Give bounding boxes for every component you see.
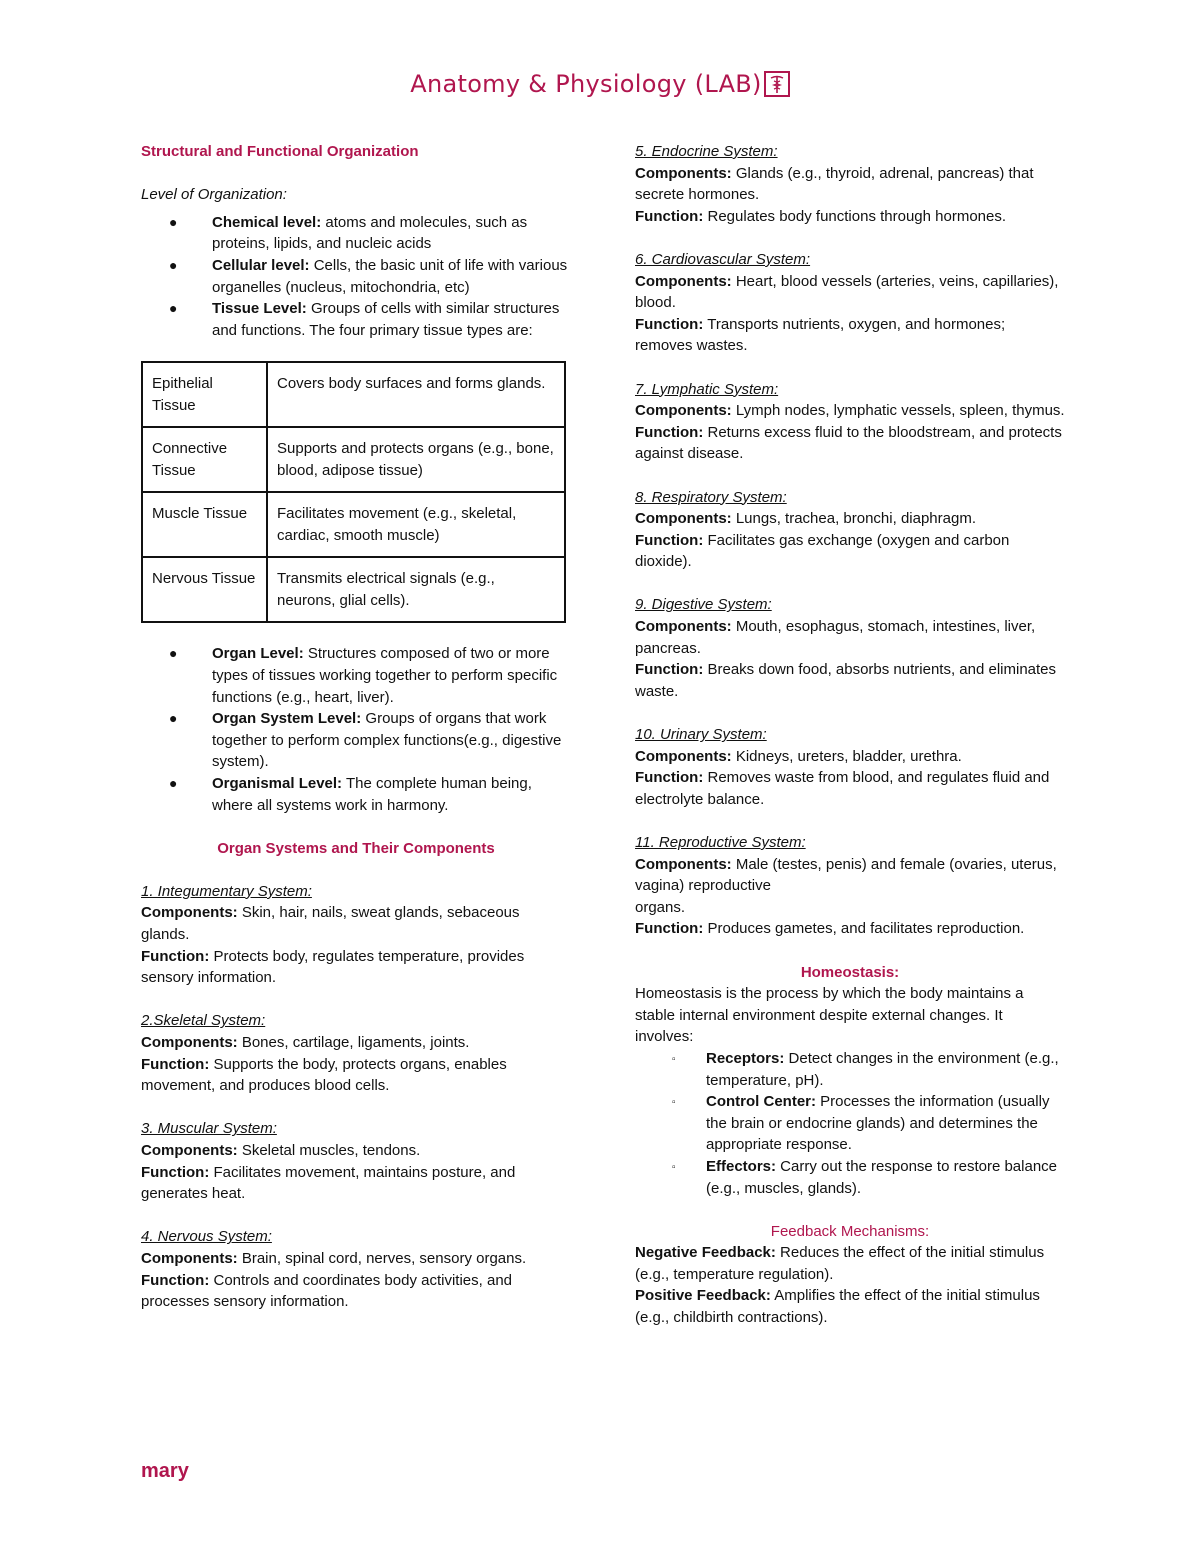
item-label: Effectors: (706, 1157, 777, 1175)
list-item (141, 298, 571, 341)
item-text: atoms and molecules, such as proteins, lipids, and nucleic acids (212, 213, 528, 253)
bullet-icon: ● (169, 645, 178, 662)
list-item (141, 708, 571, 773)
components-text: Mouth, esophagus, stomach, intestines, liver, pancreas. (635, 618, 1036, 657)
right-column (635, 141, 1065, 1329)
item-text: Structures composed of two or more types of tissues working together to perform specific functions (e.g., heart, liver). (212, 645, 558, 706)
function-label: Function: (141, 947, 210, 965)
system-components (635, 746, 1065, 768)
system-components (635, 271, 1065, 314)
table-row (142, 427, 565, 492)
homeostasis-title: Homeostasis: (800, 963, 900, 981)
levels-heading: Level of Organization: (141, 186, 287, 204)
system-components (635, 508, 1065, 530)
feedback-title: Feedback Mechanisms: (770, 1222, 930, 1240)
item-text: Cells, the basic unit of life with various organelles (nucleus, mitochondria, etc) (212, 256, 568, 296)
system-block (141, 1226, 571, 1312)
system-heading: 10. Urinary System: (635, 726, 767, 744)
components-text: Skin, hair, nails, sweat glands, sebaceous glands. (141, 904, 520, 944)
system-function (635, 918, 1065, 940)
item-label: Organismal Level: (212, 774, 343, 792)
system-components (141, 1140, 571, 1162)
system-function (141, 1162, 571, 1205)
components-label: Components: (635, 272, 732, 290)
tissue-name: Nervous Tissue (142, 557, 267, 622)
list-item (635, 1156, 1065, 1199)
square-bullet-icon: ▫ (672, 1161, 676, 1173)
author-signature: mary (141, 1460, 189, 1482)
function-text: Removes waste from blood, and regulates fluid and electrolyte balance. (635, 769, 1050, 808)
system-components (635, 616, 1065, 659)
function-text: Supports the body, protects organs, enables movement, and produces blood cells. (141, 1055, 507, 1095)
function-text: Regulates body functions through hormones. (703, 207, 1007, 225)
item-text: Groups of organs that work together to perform complex functions(e.g., digestive system). (212, 710, 562, 771)
system-function (635, 659, 1065, 702)
components-label: Components: (635, 510, 732, 528)
list-item (141, 255, 571, 298)
system-function (635, 422, 1065, 465)
components-text: Skeletal muscles, tendons. (237, 1142, 421, 1159)
function-text: Breaks down food, absorbs nutrients, and eliminates waste. (635, 661, 1057, 700)
components-label: Components: (635, 164, 732, 182)
system-heading: 2.Skeletal System: (141, 1012, 266, 1030)
list-item (635, 1048, 1065, 1091)
table-row (142, 557, 565, 622)
item-text: The complete human being, where all systems work in harmony. (212, 774, 532, 814)
components-label: Components: (141, 1249, 238, 1267)
homeostasis-list (635, 1048, 1065, 1199)
tissue-desc: Supports and protects organs (e.g., bone, blood, adipose tissue) (267, 427, 565, 492)
function-label: Function: (635, 423, 704, 441)
function-text: Protects body, regulates temperature, provides sensory information. (141, 947, 525, 987)
function-text: Returns excess fluid to the bloodstream, and protects against disease. (635, 423, 1062, 463)
system-components (141, 902, 571, 945)
feedback-positive (635, 1285, 1065, 1328)
item-label: Tissue Level: (212, 300, 307, 318)
table-row (142, 492, 565, 557)
components-text: Heart, blood vessels (arteries, veins, capillaries), blood. (635, 272, 1059, 312)
function-label: Function: (635, 207, 704, 225)
components-text: Bones, cartilage, ligaments, joints. (237, 1034, 470, 1052)
components-text: Glands (e.g., thyroid, adrenal, pancreas) that secrete hormones. (635, 164, 1034, 204)
system-components (141, 1248, 571, 1270)
homeostasis-intro: Homeostasis is the process by which the body maintains a stable internal environment despite external changes. It involves: (635, 985, 1024, 1046)
components-text: Lymph nodes, lymphatic vessels, spleen, thymus. (731, 402, 1065, 420)
components-label: Components: (635, 618, 732, 636)
components-text: Male (testes, penis) and female (ovaries, uterus, vagina) reproductive (635, 855, 1057, 895)
bullet-icon: ● (169, 213, 178, 230)
components-label: Components: (635, 402, 732, 420)
tissue-table (141, 361, 566, 623)
caduceus-icon (764, 71, 790, 97)
system-function (635, 530, 1065, 573)
system-function (141, 1054, 571, 1097)
system-heading: 8. Respiratory System: (635, 488, 787, 506)
tissue-desc: Covers body surfaces and forms glands. (267, 362, 565, 427)
function-text: Transports nutrients, oxygen, and hormones; removes wastes. (635, 315, 1006, 355)
item-label: Chemical level: (212, 213, 322, 231)
system-block (635, 594, 1065, 702)
system-components (635, 163, 1065, 206)
list-item (141, 773, 571, 816)
list-item (141, 643, 571, 708)
square-bullet-icon: ▫ (672, 1097, 676, 1109)
item-text: Processes the information (usually the brain or endocrine glands) and determines the appropriate response. (706, 1093, 1050, 1154)
item-label: Positive Feedback: (635, 1287, 771, 1305)
system-block (635, 724, 1065, 810)
levels-list-a (141, 212, 571, 342)
system-block (635, 141, 1065, 227)
item-label: Organ System Level: (212, 710, 362, 728)
table-row (142, 362, 565, 427)
system-block (141, 1118, 571, 1204)
system-block (635, 832, 1065, 940)
system-components (635, 400, 1065, 422)
bullet-icon: ● (169, 300, 178, 317)
function-label: Function: (635, 769, 704, 787)
function-text: Facilitates movement, maintains posture, and generates heat. (141, 1163, 516, 1203)
square-bullet-icon: ▫ (672, 1053, 676, 1065)
function-label: Function: (141, 1055, 210, 1073)
tissue-name: Muscle Tissue (142, 492, 267, 557)
function-text: Facilitates gas exchange (oxygen and carbon dioxide). (635, 531, 1010, 571)
components-label: Components: (141, 1142, 238, 1159)
components-text: Lungs, trachea, bronchi, diaphragm. (731, 510, 976, 528)
system-heading: 3. Muscular System: (141, 1120, 277, 1138)
item-text: Groups of cells with similar structures and functions. The four primary tissue types are: (212, 300, 560, 339)
system-heading: 4. Nervous System: (141, 1228, 272, 1246)
system-components (141, 1032, 571, 1054)
function-text: Produces gametes, and facilitates reproduction. (703, 920, 1025, 938)
item-text: Carry out the response to restore balance (e.g., muscles, glands). (706, 1157, 1058, 1197)
system-block (635, 487, 1065, 573)
function-label: Function: (635, 531, 704, 549)
function-label: Function: (635, 315, 704, 333)
section-title-structural: Structural and Functional Organization (141, 143, 419, 160)
tissue-name: Connective Tissue (142, 427, 267, 492)
item-text: Amplifies the effect of the initial stimulus (e.g., childbirth contractions). (635, 1287, 1040, 1327)
function-label: Function: (141, 1271, 210, 1289)
system-components (635, 854, 1065, 897)
list-item (635, 1091, 1065, 1156)
item-label: Control Center: (706, 1093, 816, 1111)
function-label: Function: (635, 920, 704, 938)
system-heading: 7. Lymphatic System: (635, 380, 779, 398)
bullet-icon: ● (169, 774, 178, 791)
system-block (635, 379, 1065, 465)
function-label: Function: (635, 661, 704, 679)
system-block (141, 1010, 571, 1096)
item-label: Negative Feedback: (635, 1244, 776, 1262)
system-heading: 1. Integumentary System: (141, 882, 312, 900)
section-title-organ-systems: Organ Systems and Their Components (217, 839, 495, 857)
system-function (635, 767, 1065, 810)
tissue-name: Epithelial Tissue (142, 362, 267, 427)
tissue-desc: Transmits electrical signals (e.g., neurons, glial cells). (267, 557, 565, 622)
item-label: Receptors: (706, 1049, 785, 1067)
system-block (635, 249, 1065, 357)
components-text: Kidneys, ureters, bladder, urethra. (731, 747, 962, 765)
left-column (141, 141, 571, 1313)
page-title-text: Anatomy & Physiology (LAB) (410, 70, 762, 98)
system-components-continued: organs. (635, 898, 686, 916)
function-label: Function: (141, 1163, 210, 1181)
levels-list-b (141, 643, 571, 816)
system-heading: 5. Endocrine System: (635, 143, 778, 160)
item-text: Reduces the effect of the initial stimulus (e.g., temperature regulation). (635, 1244, 1045, 1283)
page-title (0, 70, 1200, 98)
list-item (141, 212, 571, 255)
system-function (635, 206, 1065, 228)
system-function (141, 946, 571, 989)
bullet-icon: ● (169, 256, 178, 273)
components-label: Components: (635, 747, 732, 765)
components-label: Components: (141, 904, 238, 922)
system-function (635, 314, 1065, 357)
system-block (141, 881, 571, 989)
components-text: Brain, spinal cord, nerves, sensory organs. (237, 1249, 527, 1267)
feedback-negative (635, 1242, 1065, 1285)
components-label: Components: (141, 1034, 238, 1052)
system-function (141, 1270, 571, 1313)
system-heading: 11. Reproductive System: (635, 834, 806, 851)
bullet-icon: ● (169, 710, 178, 727)
item-label: Cellular level: (212, 256, 310, 274)
system-heading: 6. Cardiovascular System: (635, 250, 811, 268)
item-label: Organ Level: (212, 645, 304, 663)
item-text: Detect changes in the environment (e.g., temperature, pH). (706, 1049, 1059, 1089)
components-label: Components: (635, 855, 732, 873)
system-heading: 9. Digestive System: (635, 596, 772, 614)
tissue-desc: Facilitates movement (e.g., skeletal, cardiac, smooth muscle) (267, 492, 565, 557)
function-text: Controls and coordinates body activities, and processes sensory information. (141, 1271, 513, 1311)
